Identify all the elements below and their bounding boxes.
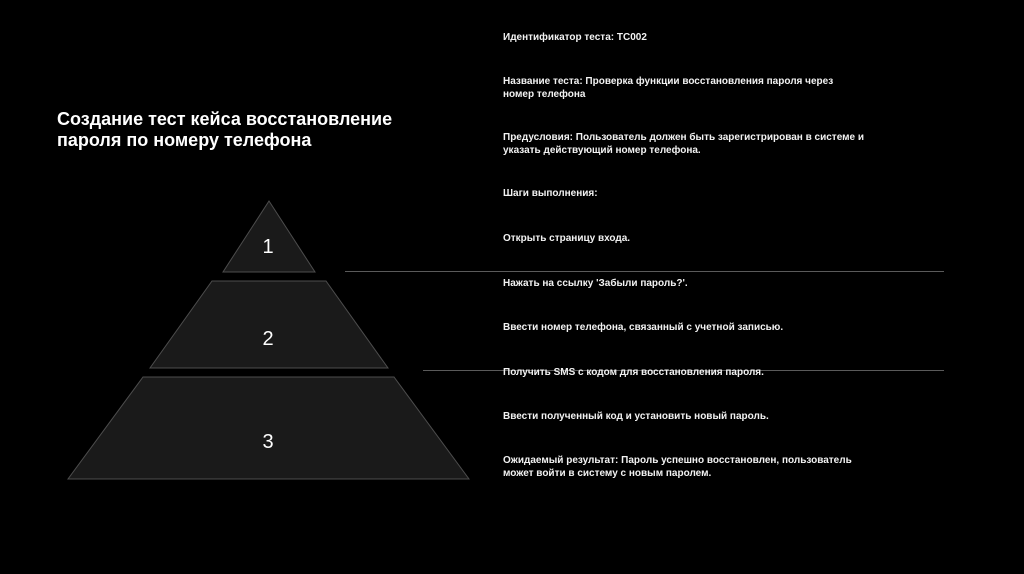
step-2-text: Нажать на ссылку 'Забыли пароль?'. (503, 277, 688, 289)
step-3-text: Ввести номер телефона, связанный с учетной записью. (503, 321, 784, 333)
test-id-text: Идентификатор теста: TC002 (503, 32, 647, 43)
pyramid-tier-2-label: 2 (262, 328, 274, 350)
preconditions-line-2: указать действующий номер телефона. (503, 144, 701, 156)
step-4-text: Получить SMS с кодом для восстановления пароля. (503, 366, 764, 378)
expected-result-line-1: Ожидаемый результат: Пароль успешно восстановлен, пользователь (503, 454, 852, 466)
test-name (503, 75, 833, 101)
test-id (503, 31, 647, 44)
step-item (503, 321, 783, 334)
step-item (503, 277, 688, 290)
pyramid-tier-3-label: 3 (262, 431, 274, 453)
steps-header (503, 187, 598, 200)
steps-header-text: Шаги выполнения: (503, 187, 598, 199)
step-item (503, 366, 764, 379)
preconditions (503, 131, 864, 157)
step-item (503, 232, 630, 245)
slide-title-line-1: Создание тест кейса восстановление (57, 109, 393, 129)
expected-result-line-2: может войти в систему с новым паролем. (503, 467, 712, 479)
test-name-line-2: номер телефона (503, 88, 586, 100)
step-item (503, 410, 769, 423)
test-name-line-1: Название теста: Проверка функции восстановления пароля через (503, 75, 834, 87)
preconditions-line-1: Предусловия: Пользователь должен быть зарегистрирован в системе и (503, 131, 865, 143)
slide-title-line-2: пароля по номеру телефона (57, 130, 312, 150)
pyramid-tier-1-label: 1 (262, 236, 274, 258)
slide-title (57, 109, 392, 151)
step-1-text: Открыть страницу входа. (503, 232, 631, 244)
pyramid-tier-2 (150, 281, 388, 368)
step-5-text: Ввести полученный код и установить новый пароль. (503, 410, 769, 422)
pyramid-tier-3 (68, 377, 469, 479)
expected-result (503, 454, 852, 480)
